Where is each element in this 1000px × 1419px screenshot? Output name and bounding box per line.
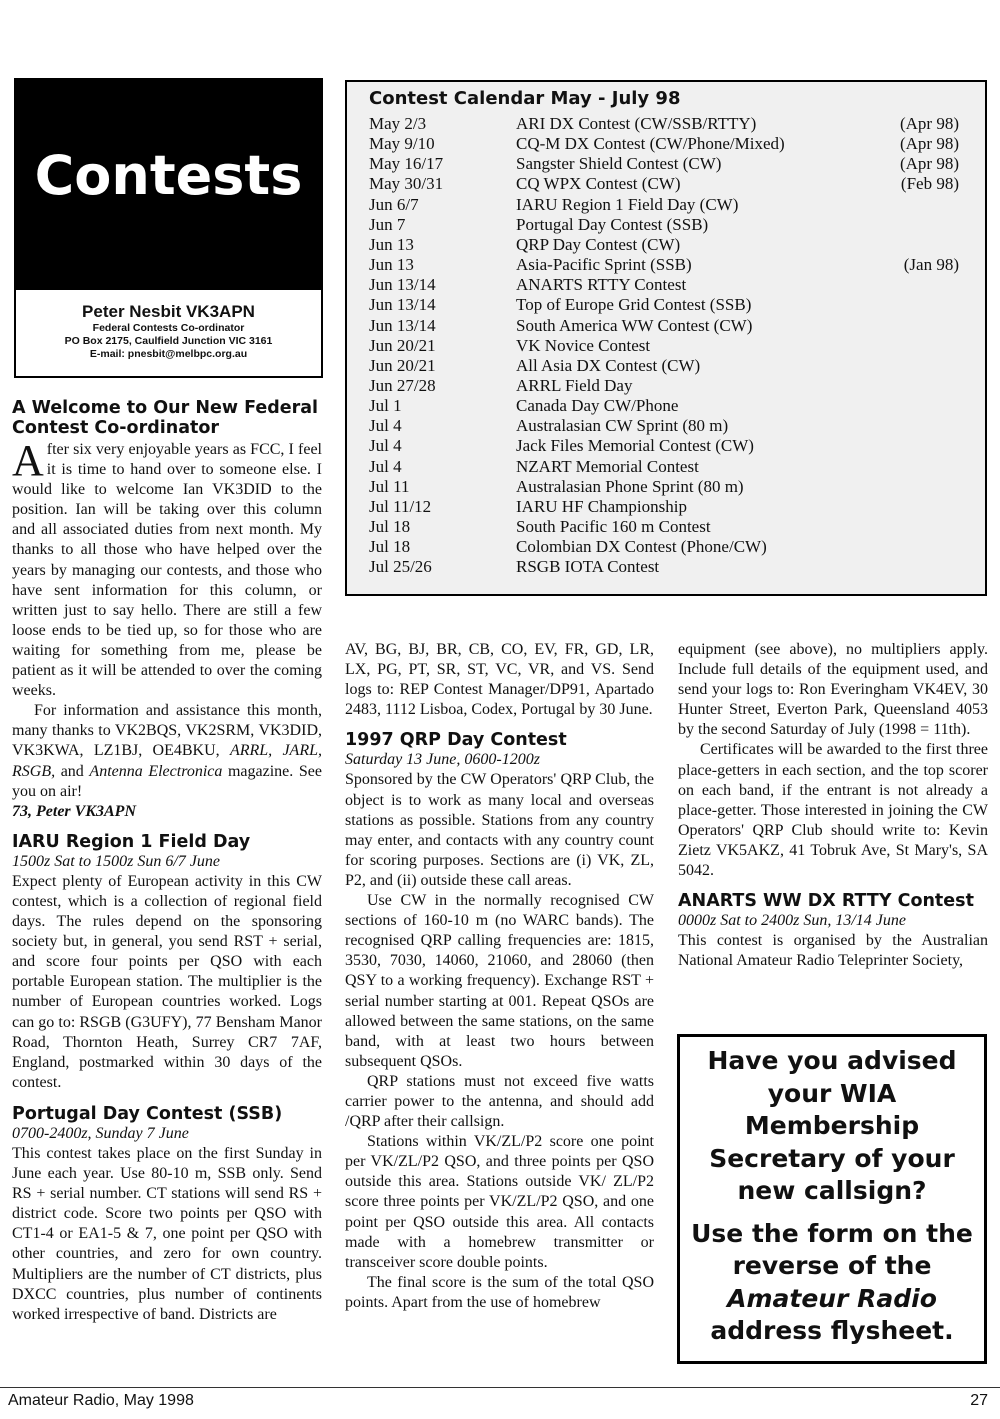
wia-advert-box (677, 1034, 987, 1364)
calendar-date: May 16/17 (369, 154, 444, 174)
portugal-heading: Portugal Day Contest (SSB) (12, 1103, 283, 1124)
calendar-title: Contest Calendar May - July 98 (369, 88, 681, 109)
welcome-text-2b: and (55, 762, 90, 780)
calendar-row (369, 497, 969, 517)
qrp-continued: equipment (see above), no multipliers apply. Include full details of the equipment used, and send your logs to: Ron Everingham VK4EV, 30 Hunter Street, Everton Park, Queensland 4053 by the second Saturday of July (1998 = 11th). (678, 641, 988, 739)
welcome-text-2-italic: ARRL, JARL, RSGB, (12, 742, 322, 780)
calendar-row (369, 154, 969, 174)
calendar-date: Jun 6/7 (369, 194, 419, 214)
calendar-date: Jul 11 (369, 476, 410, 496)
welcome-text-2-italic-2: Antenna Electronica (89, 762, 223, 780)
calendar-date: Jun 13/14 (369, 315, 436, 335)
calendar-row (369, 316, 969, 336)
column-1 (12, 398, 322, 1325)
advert-magazine-name: Amateur Radio (727, 1283, 937, 1313)
calendar-contest-name: South America WW Contest (CW) (516, 315, 753, 335)
calendar-row (369, 134, 969, 154)
calendar-row (369, 215, 969, 235)
calendar-date: May 2/3 (369, 114, 427, 133)
calendar-row (369, 235, 969, 255)
qrp-certificates: Certificates will be awarded to the first three place-getters in each section, and the top scorer on each band, if the entrant is not already a place-getter. Those interested in joining the CW Operators' QRP Club should write to: Kevin Zietz VK5AKZ, 41 Tobruk Ave, St Mary's, SA 5042. (678, 741, 988, 880)
calendar-date: Jun 20/21 (369, 335, 436, 355)
calendar-contest-name: CQ-M DX Contest (CW/Phone/Mixed) (516, 134, 785, 154)
calendar-contest-name: Asia-Pacific Sprint (SSB) (516, 255, 692, 275)
author-address: PO Box 2175, Caulfield Junction VIC 3161 (64, 335, 273, 347)
contest-calendar (345, 80, 987, 596)
calendar-row (369, 295, 969, 315)
drop-cap: A (12, 436, 44, 485)
calendar-reference: (Apr 98) (899, 154, 959, 174)
section-header-box (14, 78, 323, 378)
column-3 (678, 640, 988, 971)
welcome-paragraph-1 (12, 436, 322, 701)
calendar-contest-name: Australasian Phone Sprint (80 m) (516, 476, 744, 496)
qrp-paragraph-4: Stations within VK/ZL/P2 score one point per VK/ZL/P2 QSO, and three points per QSO outside this area. Stations outside VK/ ZL/P2 score three points per VK/ZL/P2 QSO, and one point per QSO outside this area. All contacts made with a homebrew transmitter or transceiver score double points. (345, 1133, 654, 1271)
calendar-date: Jul 4 (369, 416, 402, 436)
calendar-row (369, 537, 969, 557)
calendar-contest-name: ANARTS RTTY Contest (516, 275, 687, 295)
portugal-subheading: 0700-2400z, Sunday 7 June (12, 1124, 189, 1142)
calendar-reference: (Feb 98) (900, 174, 959, 194)
footer-rule (0, 1387, 1000, 1388)
author-role: Federal Contests Co-ordinator (92, 322, 245, 334)
iaru-subheading: 1500z Sat to 1500z Sun 6/7 June (12, 852, 220, 870)
calendar-row (369, 557, 969, 577)
anarts-subheading: 0000z Sat to 2400z Sun, 13/14 June (678, 912, 906, 930)
calendar-row (369, 517, 969, 537)
advert-line-2a: Use the form on the reverse of the (691, 1218, 973, 1280)
calendar-date: Jul 1 (369, 396, 402, 416)
calendar-date: Jun 20/21 (369, 355, 436, 375)
calendar-contest-name: All Asia DX Contest (CW) (516, 355, 701, 375)
author-name: Peter Nesbit VK3APN (82, 302, 255, 321)
calendar-date: May 9/10 (369, 134, 435, 154)
calendar-date: Jul 25/26 (369, 557, 432, 577)
portugal-paragraph: This contest takes place on the first Sunday in June each year. Use 80-10 m, SSB only. Send RS + serial number. CT stations will send RS + district code. Score two points per QSO with CT1-4 or EA1-5 & 7, one point per QSO with other countries, and zero for own country. Multipliers are the number of CT districts, plus DXCC countries, plus number of continents worked irrespective of band. Districts are (12, 1145, 322, 1323)
advert-line-1: Have you advised your WIA Membership Secretary of your new callsign? (707, 1046, 957, 1205)
calendar-date: Jul 18 (369, 517, 411, 536)
calendar-contest-name: Portugal Day Contest (SSB) (516, 214, 709, 234)
calendar-reference: (Jan 98) (903, 255, 959, 275)
qrp-paragraph-2: Use CW in the normally recognised CW sections of 160-10 m (no WARC bands). The recognised QRP calling frequencies are: 1815, 3530, 7030, 14060, 21060, and 28060 (then QSY to a working frequency). Exchange RST + serial number starting at 001. Repeat QSOs are allowed between the same stations, on the same band, with at least two hours between subsequent QSOs. (345, 892, 654, 1070)
calendar-contest-name: VK Novice Contest (516, 335, 651, 355)
calendar-contest-name: Canada Day CW/Phone (516, 396, 679, 416)
calendar-contest-name: Top of Europe Grid Contest (SSB) (516, 295, 752, 315)
footer-publication: Amateur Radio, May 1998 (8, 1392, 194, 1409)
calendar-reference: (Apr 98) (899, 134, 959, 154)
author-contact (16, 296, 321, 361)
calendar-row (369, 356, 969, 376)
calendar-date: Jul 4 (369, 436, 402, 456)
qrp-paragraph-1: Sponsored by the CW Operators' QRP Club, the object is to work as many local and overseas stations as possible. Stations from any country may enter, and contacts with any country count for scoring purposes. Sections are (i) VK, ZL, P2, and (ii) outside these call areas. (345, 771, 654, 889)
iaru-heading: IARU Region 1 Field Day (12, 831, 251, 852)
portugal-continued: AV, BG, BJ, BR, CB, CO, EV, FR, GD, LR, LX, PG, PT, SR, ST, VC, VR, and VS. Send logs to: REP Contest Manager/DP91, Apartado 2483, 1112 Lisboa, Codex, Portugal by 30 June. (345, 641, 654, 719)
header-banner (16, 80, 321, 290)
calendar-row (369, 396, 969, 416)
signoff: 73, Peter VK3APN (12, 802, 136, 820)
calendar-contest-name: RSGB IOTA Contest (516, 557, 660, 577)
calendar-contest-name: Australasian CW Sprint (80 m) (516, 416, 729, 436)
calendar-date: Jun 27/28 (369, 375, 436, 395)
advert-line-2 (686, 1218, 978, 1348)
calendar-row (369, 114, 969, 134)
calendar-date: Jun 13/14 (369, 295, 436, 315)
calendar-date: Jul 18 (369, 537, 411, 557)
calendar-row (369, 416, 969, 436)
qrp-paragraph-3: QRP stations must not exceed five watts carrier power to the antenna, and should add /QRP after their callsign. (345, 1072, 654, 1131)
welcome-text-1: fter six very enjoyable years as FCC, I feel it is time to hand over to someone else. I would like to welcome Ian VK3DID to the position. Ian will be taking over this column and all associated duties from next month. My thanks to all those who have helped over the years by managing our contests, and those who have sent information for this column, or written just to say hello. There are still a few loose ends to be tied up, so for those who are waiting for something from me, please be patient as it will be attended to over the coming weeks. (12, 441, 322, 700)
calendar-row (369, 477, 969, 497)
calendar-contest-name: Sangster Shield Contest (CW) (516, 154, 722, 174)
calendar-contest-name: CQ WPX Contest (CW) (516, 174, 681, 194)
calendar-date: Jun 13 (369, 255, 414, 275)
qrp-paragraph-5: The final score is the sum of the total QSO points. Apart from the use of homebrew (345, 1273, 654, 1311)
calendar-contest-name: NZART Memorial Contest (516, 456, 699, 476)
calendar-row (369, 376, 969, 396)
welcome-text-2a: For information and assistance this month, many thanks to VK2BQS, VK2SRM, VK3DID, VK3KWA, LZ1BJ, OE4BKU, (12, 702, 322, 760)
anarts-paragraph: This contest is organised by the Australian National Amateur Radio Teleprinter Society, (678, 932, 988, 970)
qrp-heading: 1997 QRP Day Contest (345, 730, 567, 751)
column-2 (345, 640, 654, 1313)
calendar-row (369, 275, 969, 295)
calendar-contest-name: Jack Files Memorial Contest (CW) (516, 436, 754, 456)
advert-line-2b: address flysheet. (710, 1316, 954, 1345)
calendar-row (369, 336, 969, 356)
anarts-heading: ANARTS WW DX RTTY Contest (678, 891, 974, 912)
calendar-contest-name: IARU HF Championship (516, 496, 687, 516)
welcome-text-2c: magazine. See you on air! (12, 762, 322, 800)
calendar-date: Jun 13 (369, 234, 414, 254)
calendar-contest-name: ARI DX Contest (CW/SSB/RTTY) (516, 114, 757, 133)
calendar-contest-name: ARRL Field Day (516, 375, 633, 395)
section-title: Contests (34, 144, 303, 207)
calendar-date: Jul 11/12 (369, 496, 432, 516)
calendar-row (369, 195, 969, 215)
calendar-date: Jun 7 (369, 214, 406, 234)
calendar-contest-name: QRP Day Contest (CW) (516, 234, 681, 254)
page-number: 27 (970, 1392, 988, 1409)
calendar-date: Jun 13/14 (369, 275, 436, 295)
calendar-date: Jul 4 (369, 456, 402, 476)
calendar-contest-name: Colombian DX Contest (Phone/CW) (516, 537, 767, 557)
calendar-contest-name: South Pacific 160 m Contest (516, 517, 711, 536)
calendar-date: May 30/31 (369, 174, 444, 194)
calendar-reference: (Apr 98) (899, 114, 959, 133)
calendar-row (369, 174, 969, 194)
calendar-row (369, 457, 969, 477)
welcome-paragraph-2 (12, 701, 322, 801)
iaru-paragraph: Expect plenty of European activity in this CW contest, which is a collection of regional field days. The rules depend on the sponsoring society but, in general, you send RST + serial, and score four points per QSO with each portable European station. The multiplier is the number of European countries worked. Logs can go to: RSGB (G3UFY), 77 Bensham Manor Road, Thornton Heath, Surrey CR7 7AF, England, postmarked within 30 days of the contest. (12, 872, 322, 1091)
calendar-row (369, 255, 969, 275)
calendar-contest-name: IARU Region 1 Field Day (CW) (516, 194, 739, 214)
welcome-heading: A Welcome to Our New Federal Contest Co-ordinator (12, 398, 319, 438)
author-email: E-mail: pnesbit@melbpc.org.au (89, 348, 248, 360)
qrp-subheading: Saturday 13 June, 0600-1200z (345, 751, 540, 769)
calendar-row (369, 436, 969, 456)
